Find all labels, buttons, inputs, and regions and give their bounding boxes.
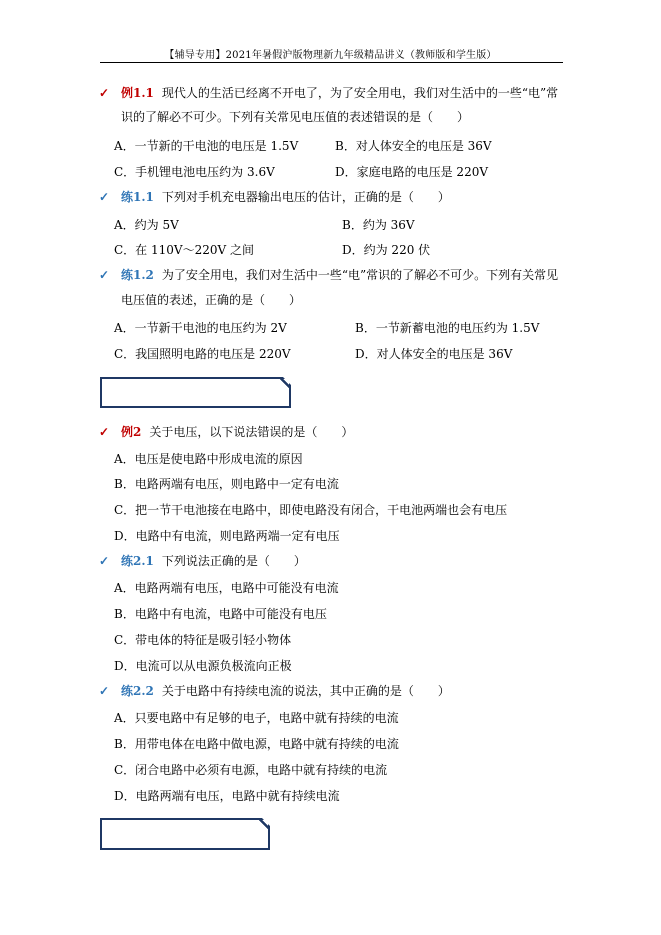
option-d: D．电流可以从电源负极流向正极 [114,659,292,673]
question-practice-1-1 [99,188,450,206]
option-b: B．对人体安全的电压是 36V [335,139,492,153]
question-example-2 [99,423,353,441]
option-c: C．我国照明电路的电压是 220V [114,347,291,361]
option-b: B．约为 36V [342,218,415,232]
check-icon: ✓ [99,554,110,568]
option-a: A．电路两端有电压，电路中可能没有电流 [114,581,339,595]
question-practice-1-2 [99,266,558,284]
check-icon: ✓ [99,268,110,282]
option-a: A．电压是使电路中形成电流的原因 [114,452,303,466]
option-d: D．对人体安全的电压是 36V [355,347,513,361]
question-text: 为了安全用电，我们对生活中一些“电”常识的了解必不可少。下列有关常见 [161,268,559,282]
option-c: C．把一节干电池接在电路中，即使电路没有闭合，干电池两端也会有电压 [114,503,508,517]
question-tag: 例2 [121,425,142,439]
option-b: B．用带电体在电路中做电源，电路中就有持续的电流 [114,737,399,751]
page-header: 【辅导专用】2021年暑假沪版物理新九年级精品讲义（教师版和学生版） [164,50,497,61]
option-b: B．一节新蓄电池的电压约为 1.5V [355,321,540,335]
question-practice-2-2 [99,682,450,700]
option-b: B．电路中有电流，电路中可能没有电压 [114,607,327,621]
option-c: C．带电体的特征是吸引轻小物体 [114,633,292,647]
question-example-1-1 [99,84,558,102]
question-tag: 练2.1 [121,554,154,568]
question-text: 现代人的生活已经离不开电了，为了安全用电，我们对生活中的一些“电”常 [161,86,559,100]
option-a: A．约为 5V [114,218,179,232]
question-tag: 练1.2 [121,268,154,282]
question-text-cont: 识的了解必不可少。下列有关常见电压值的表述错误的是（ ） [121,110,470,124]
option-d: D．电路中有电流，则电路两端一定有电压 [114,529,340,543]
question-tag: 练2.2 [121,684,154,698]
question-text: 关于电路中有持续电流的说法，其中正确的是（ ） [161,684,450,698]
option-d: D．家庭电路的电压是 220V [335,165,489,179]
check-icon: ✓ [99,86,110,100]
section-heading-box [100,377,291,408]
check-icon: ✓ [99,684,110,698]
question-tag: 例1.1 [121,86,154,100]
header-divider [100,62,563,63]
question-text: 下列对手机充电器输出电压的估计，正确的是（ ） [161,190,450,204]
option-d: D．约为 220 伏 [342,243,431,257]
question-text-cont: 电压值的表述，正确的是（ ） [121,293,302,307]
option-c: C．手机锂电池电压约为 3.6V [114,165,275,179]
section-heading-box [100,818,270,850]
question-text: 下列说法正确的是（ ） [161,554,306,568]
question-text: 关于电压，以下说法错误的是（ ） [149,425,354,439]
option-b: B．电路两端有电压，则电路中一定有电流 [114,477,339,491]
option-a: A．一节新干电池的电压约为 2V [114,321,287,335]
check-icon: ✓ [99,425,110,439]
option-a: A．只要电路中有足够的电子，电路中就有持续的电流 [114,711,399,725]
option-d: D．电路两端有电压，电路中就有持续电流 [114,789,340,803]
question-tag: 练1.1 [121,190,154,204]
option-a: A．一节新的干电池的电压是 1.5V [114,139,299,153]
option-c: C．在 110V～220V 之间 [114,243,254,257]
check-icon: ✓ [99,190,110,204]
question-practice-2-1 [99,552,306,570]
option-c: C．闭合电路中必须有电源，电路中就有持续的电流 [114,763,388,777]
